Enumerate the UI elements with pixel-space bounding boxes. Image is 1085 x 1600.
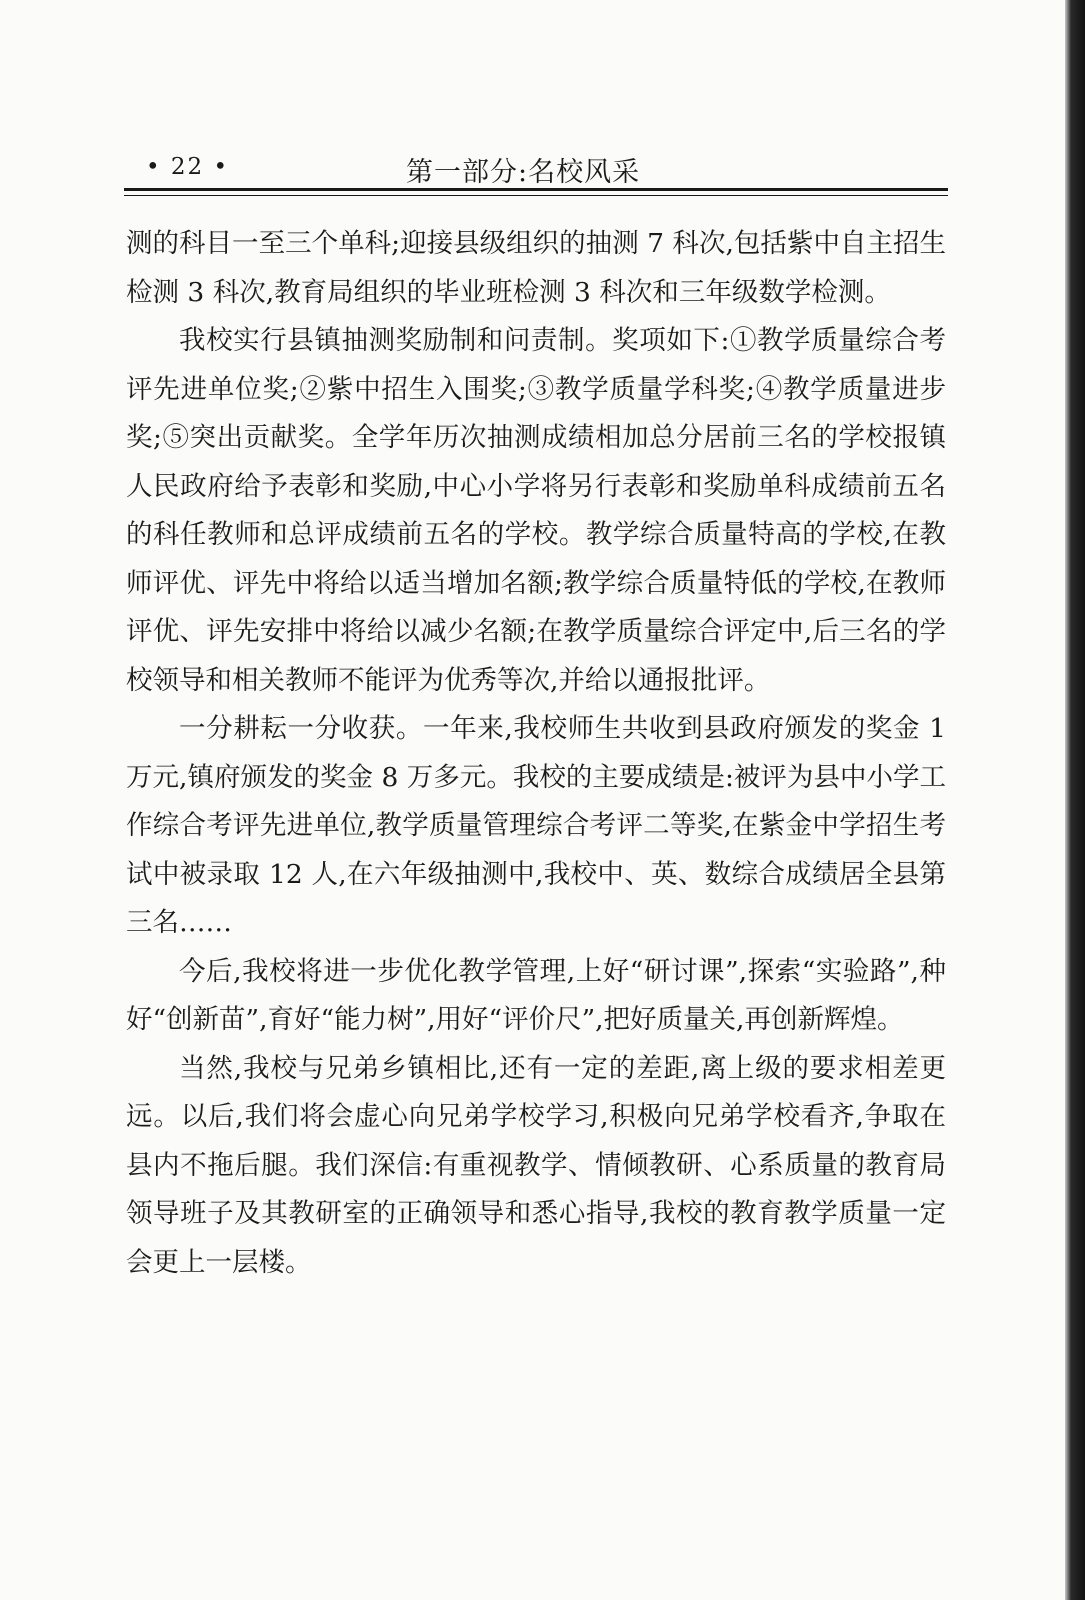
page-number: • 22 • <box>146 154 230 180</box>
paragraph: 一分耕耘一分收获。一年来,我校师生共收到县政府颁发的奖金 1 万元,镇府颁发的奖金 8 万多元。我校的主要成绩是:被评为县中小学工作综合考评先进单位,教学质量管理综合考评二等奖,在紫金中学招生考试中被录取 12 人,在六年级抽测中,我校中、英、数综合成绩居全县第三名…… <box>126 713 946 938</box>
header-rule-thick <box>124 188 948 191</box>
paragraph: 今后,我校将进一步优化教学管理,上好“研讨课”,探索“实验路”,种好“创新苗”,育好“能力树”,用好“评价尺”,把好质量关,再创新辉煌。 <box>126 955 946 1035</box>
running-title: 第一部分:名校风采 <box>406 157 641 188</box>
paragraph: 我校实行县镇抽测奖励制和问责制。奖项如下:①教学质量综合考评先进单位奖;②紫中招生入围奖;③教学质量学科奖;④教学质量进步奖;⑤突出贡献奖。全学年历次抽测成绩相加总分居前三名的学校报镇人民政府给予表彰和奖励,中心小学将另行表彰和奖励单科成绩前五名的科任教师和总评成绩前五名的学校。教学综合质量特高的学校,在教师评优、评先中将给以适当增加名额;教学综合质量特低的学校,在教师评优、评先安排中将给以减少名额;在教学质量综合评定中,后三名的学校领导和相关教师不能评为优秀等次,并给以通报批评。 <box>126 325 946 696</box>
body-text <box>126 220 946 1287</box>
header-rule-thin <box>124 195 948 196</box>
paragraph: 当然,我校与兄弟乡镇相比,还有一定的差距,离上级的要求相差更远。以后,我们将会虚心向兄弟学校学习,积极向兄弟学校看齐,争取在县内不拖后腿。我们深信:有重视教学、情倾教研、心系质量的教育局领导班子及其教研室的正确领导和悉心指导,我校的教育教学质量一定会更上一层楼。 <box>126 1052 946 1278</box>
page-edge-shadow <box>1065 0 1085 1600</box>
paragraph-continued: 测的科目一至三个单科;迎接县级组织的抽测 7 科次,包括紫中自主招生检测 3 科次,教育局组织的毕业班检测 3 科次和三年级数学检测。 <box>126 228 946 308</box>
page-header <box>124 150 948 188</box>
